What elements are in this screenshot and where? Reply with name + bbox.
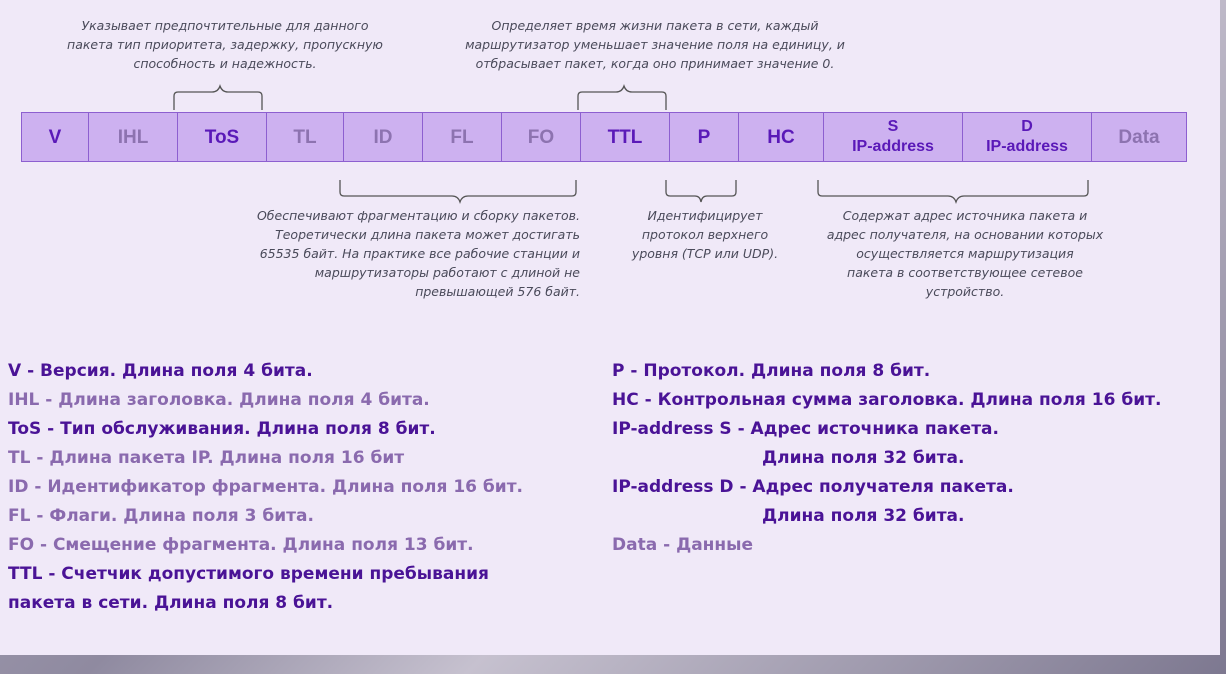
note-addr <box>800 206 1130 301</box>
note-line: пакета тип приоритета, задержку, пропускную <box>67 37 383 52</box>
legend-row: HC - Контрольная сумма заголовка. Длина поля 16 бит. <box>612 390 1162 410</box>
legend-row: Длина поля 32 бита. <box>762 506 965 526</box>
note-line: протокол верхнего <box>641 227 769 242</box>
field-label: HC <box>767 126 795 148</box>
legend-row: ToS - Тип обслуживания. Длина поля 8 бит. <box>8 419 436 439</box>
legend-row: P - Протокол. Длина поля 8 бит. <box>612 361 931 381</box>
field-label: ID <box>373 126 393 148</box>
note-line: Содержат адрес источника пакета и <box>842 208 1088 223</box>
field-label: TTL <box>607 126 643 148</box>
note-line: маршрутизаторы работают с длиной не <box>314 265 580 280</box>
note-line: адрес получателя, на основании которых <box>826 227 1104 242</box>
field-label: D <box>1021 118 1033 135</box>
field-label: ToS <box>204 126 240 148</box>
field-label: FO <box>527 126 555 148</box>
field-label: IHL <box>117 126 149 148</box>
note-line: пакета в соответствующее сетевое <box>847 265 1083 280</box>
legend-row: FL - Флаги. Длина поля 3 бита. <box>8 506 314 526</box>
legend-row: ID - Идентификатор фрагмента. Длина поля 16 бит. <box>8 477 524 497</box>
bracket-proto <box>666 180 736 202</box>
legend-row: TL - Длина пакета IP. Длина поля 16 бит <box>8 448 405 468</box>
note-proto <box>612 206 798 263</box>
legend-left <box>8 357 523 618</box>
legend-row: Data - Данные <box>612 535 754 555</box>
legend-row: V - Версия. Длина поля 4 бита. <box>8 361 313 381</box>
bracket-ttl <box>578 86 666 110</box>
bracket-tos <box>174 86 262 110</box>
note-line: устройство. <box>925 284 1005 299</box>
note-line: маршрутизатор уменьшает значение поля на единицу, и <box>465 37 845 52</box>
legend-row: IP-address D - Адрес получателя пакета. <box>612 477 1014 497</box>
field-label: TL <box>293 126 317 148</box>
bracket-addr <box>818 180 1088 202</box>
field-label: V <box>48 126 62 148</box>
field-sublabel: IP-address <box>986 138 1068 155</box>
note-line: Определяет время жизни пакета в сети, каждый <box>491 18 819 33</box>
legend-row: IHL - Длина заголовка. Длина поля 4 бита. <box>8 390 430 410</box>
note-line: отбрасывает пакет, когда оно принимает значение 0. <box>475 56 835 71</box>
note-line: способность и надежность. <box>133 56 317 71</box>
note-line: превышающей 576 байт. <box>415 284 580 299</box>
legend-row: Длина поля 32 бита. <box>762 448 965 468</box>
field-label: S <box>887 118 899 135</box>
legend-row: FO - Смещение фрагмента. Длина поля 13 бит. <box>8 535 474 555</box>
note-line: уровня (TCP или UDP). <box>631 246 779 261</box>
legend-row: TTL - Счетчик допустимого времени пребывания <box>8 564 489 584</box>
note-line: Идентифицирует <box>647 208 763 223</box>
field-sublabel: IP-address <box>852 138 934 155</box>
field-label: Data <box>1118 126 1160 148</box>
note-frag <box>190 206 580 301</box>
legend-right <box>612 357 1161 560</box>
note-line: Теоретически длина пакета может достигать <box>275 227 580 242</box>
note-line: Указывает предпочтительные для данного <box>81 18 369 33</box>
legend-row: пакета в сети. Длина поля 8 бит. <box>8 593 334 613</box>
note-line: 65535 байт. На практике все рабочие станции и <box>259 246 580 261</box>
legend-row: IP-address S - Адрес источника пакета. <box>612 419 999 439</box>
field-label: FL <box>450 126 474 148</box>
note-line: Обеспечивают фрагментацию и сборку пакетов. <box>256 208 580 223</box>
note-line: осуществляется маршрутизация <box>856 246 1074 261</box>
bracket-frag <box>340 180 576 202</box>
field-label: P <box>697 126 711 148</box>
